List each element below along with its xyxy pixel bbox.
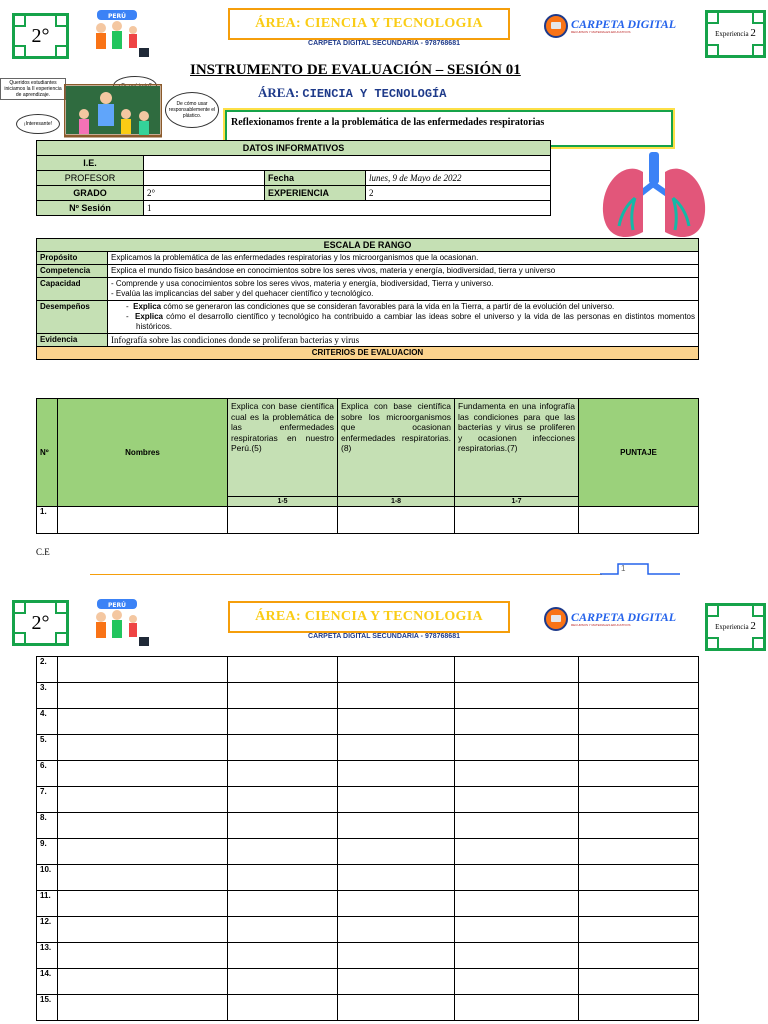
session-theme: Reflexionamos frente a la problemática de las enfermedades respiratorias	[231, 117, 545, 128]
desempenos-label: Desempeños	[37, 301, 108, 334]
score-cell-3[interactable]	[455, 683, 579, 709]
competencia-text: Explica el mundo físico basándose en conocimientos sobre los seres vivos, materia y energía, biodiversidad, tierra y universo	[108, 265, 699, 278]
table-row	[37, 891, 699, 917]
proposito-text: Explicamos la problemática de las enfermedades respiratorias y los microorganismos que la ocasionan.	[108, 252, 699, 265]
ie-value[interactable]	[144, 156, 551, 171]
logo-name: CARPETA DIGITAL	[571, 17, 677, 31]
score-cell-2[interactable]	[338, 813, 455, 839]
table-row	[37, 839, 699, 865]
total-score-cell[interactable]	[579, 995, 699, 1021]
total-score-cell[interactable]	[579, 839, 699, 865]
student-name-cell[interactable]	[58, 839, 228, 865]
footer-left-text: C.E	[36, 547, 50, 557]
total-score-cell[interactable]	[579, 683, 699, 709]
capacidad-text	[108, 278, 699, 301]
grade-label: 2°	[31, 25, 50, 47]
score-cell-1[interactable]	[228, 787, 338, 813]
logo-tagline: RECURSOS Y MATERIALES EDUCATIVOS	[571, 623, 631, 627]
student-name-cell[interactable]	[58, 735, 228, 761]
total-score-cell[interactable]	[579, 969, 699, 995]
row-number: 10.	[37, 865, 58, 891]
student-name-cell[interactable]	[58, 709, 228, 735]
score-cell-3[interactable]	[455, 657, 579, 683]
classroom-illustration	[64, 84, 162, 144]
proposito-label: Propósito	[37, 252, 108, 265]
capacidad-item-1: - Comprende y usa conocimientos sobre los seres vivos, materia y energía, biodiversidad, Tierra y universo.	[111, 279, 494, 288]
table-row	[37, 865, 699, 891]
score-cell-3[interactable]	[455, 969, 579, 995]
student-name-cell[interactable]	[58, 657, 228, 683]
desempeno-item-1: - Explica cómo se generaron las condiciones que se consideran favorables para la vida en la Tierra, a partir de la evolución del universo.	[126, 302, 615, 311]
score-cell-1[interactable]	[228, 683, 338, 709]
area-title	[258, 85, 446, 101]
svg-text:PERÚ: PERÚ	[108, 602, 126, 609]
score-cell-2[interactable]	[338, 943, 455, 969]
row-number: 7.	[37, 787, 58, 813]
answer-bubble: De cómo usar responsablemente el plástico.	[165, 92, 219, 128]
table-row	[37, 735, 699, 761]
criterion-3: Fundamenta en una infografía las condiciones para que las bacterias y virus se proliferen y ocasionen infecciones respiratorias.(7)	[455, 399, 579, 497]
informative-data-table	[36, 140, 551, 216]
teacher-note: Queridos estudiantes iniciamos la II experiencia de aprendizaje.	[0, 78, 66, 100]
row-number: 5.	[37, 735, 58, 761]
total-score-cell[interactable]	[579, 787, 699, 813]
header-subtitle-page2: CARPETA DIGITAL SECUNDARIA - 978768681	[308, 633, 460, 640]
row-number: 2.	[37, 657, 58, 683]
score-cell-1[interactable]	[228, 813, 338, 839]
logo-icon	[544, 14, 568, 38]
page-number: 1	[621, 564, 626, 573]
table-row	[37, 657, 699, 683]
family-illustration	[83, 8, 153, 58]
criterion-1-range: 1-5	[228, 497, 338, 507]
number-column-header: Nº	[37, 399, 58, 507]
table-row	[37, 969, 699, 995]
student-name-cell[interactable]	[58, 507, 228, 534]
score-cell-1[interactable]	[228, 839, 338, 865]
grado-label: GRADO	[37, 186, 144, 201]
profesor-value[interactable]	[144, 171, 265, 186]
criteria-header: CRITERIOS DE EVALUACION	[37, 347, 699, 360]
row-number: 6.	[37, 761, 58, 787]
grade-label: 2°	[31, 612, 50, 634]
carpeta-digital-logo	[544, 14, 676, 38]
student-name-cell[interactable]	[58, 683, 228, 709]
experience-label: Experiencia 2	[715, 27, 756, 39]
score-cell-3[interactable]	[455, 917, 579, 943]
row-number: 4.	[37, 709, 58, 735]
score-cell-2[interactable]	[338, 657, 455, 683]
score-cell-3[interactable]	[455, 709, 579, 735]
score-cell-2[interactable]	[338, 787, 455, 813]
row-number: 12.	[37, 917, 58, 943]
ie-label: I.E.	[37, 156, 144, 171]
desempeno-item-2: - Explica cómo el desarrollo científico y tecnológico ha contribuido a cambiar las ideas sobre el universo y la vida de las personas en distintos momentos históricos.	[126, 312, 696, 331]
score-cell-1[interactable]	[228, 735, 338, 761]
score-cell-1[interactable]	[228, 891, 338, 917]
score-cell-3[interactable]	[455, 507, 579, 534]
score-cell-1[interactable]	[228, 507, 338, 534]
area-banner-text: ÁREA: CIENCIA Y TECNOLOGIA	[255, 609, 483, 624]
page-title: INSTRUMENTO DE EVALUACIÓN – SESIÓN 01	[190, 62, 521, 78]
row-number: 1.	[37, 507, 58, 534]
criterion-2-range: 1-8	[338, 497, 455, 507]
score-cell-3[interactable]	[455, 735, 579, 761]
table-row	[37, 813, 699, 839]
student-name-cell[interactable]	[58, 969, 228, 995]
capacidad-item-2: - Evalúa las implicancias del saber y del quehacer científico y tecnológico.	[111, 289, 374, 298]
criterion-1: Explica con base científica cual es la problemática de las enfermedades respiratorias en nuestro Perú.(5)	[228, 399, 338, 497]
header-subtitle: CARPETA DIGITAL SECUNDARIA - 978768681	[308, 40, 460, 47]
score-cell-1[interactable]	[228, 995, 338, 1021]
table-row	[37, 995, 699, 1021]
student-name-cell[interactable]	[58, 995, 228, 1021]
competencia-label: Competencia	[37, 265, 108, 278]
score-cell-1[interactable]	[228, 943, 338, 969]
student-name-cell[interactable]	[58, 865, 228, 891]
grado-value[interactable]: 2°	[144, 186, 265, 201]
area-banner-page2	[228, 601, 510, 633]
table-row	[37, 709, 699, 735]
score-cell-1[interactable]	[228, 917, 338, 943]
logo-tagline: RECURSOS Y MATERIALES EDUCATIVOS	[571, 30, 631, 34]
score-cell-1[interactable]	[228, 969, 338, 995]
info-header: DATOS INFORMATIVOS	[37, 141, 551, 156]
table-row	[37, 507, 699, 534]
score-cell-2[interactable]	[338, 507, 455, 534]
row-number: 14.	[37, 969, 58, 995]
area-title-value: CIENCIA Y TECNOLOGÍA	[302, 87, 447, 101]
area-title-prefix: ÁREA:	[258, 85, 300, 100]
score-cell-2[interactable]	[338, 839, 455, 865]
score-cell-2[interactable]	[338, 917, 455, 943]
row-number: 11.	[37, 891, 58, 917]
row-number: 15.	[37, 995, 58, 1021]
score-cell-1[interactable]	[228, 657, 338, 683]
capacidad-label: Capacidad	[37, 278, 108, 301]
total-score-cell[interactable]	[579, 657, 699, 683]
student-name-cell[interactable]	[58, 917, 228, 943]
experience-label: Experiencia 2	[715, 620, 756, 632]
table-row	[37, 943, 699, 969]
grade-box	[12, 13, 69, 59]
names-column-header: Nombres	[58, 399, 228, 507]
logo-icon	[544, 607, 568, 631]
total-score-cell[interactable]	[579, 761, 699, 787]
table-row	[37, 917, 699, 943]
rank-scale-table	[36, 238, 699, 360]
area-banner-text: ÁREA: CIENCIA Y TECNOLOGIA	[255, 16, 483, 31]
carpeta-digital-logo-page2	[544, 607, 676, 631]
student-rows-table	[36, 656, 699, 1021]
score-cell-3[interactable]	[455, 865, 579, 891]
score-cell-3[interactable]	[455, 995, 579, 1021]
score-column-header: PUNTAJE	[579, 399, 699, 507]
lungs-icon	[595, 150, 713, 248]
score-cell-2[interactable]	[338, 969, 455, 995]
student-name-cell[interactable]	[58, 761, 228, 787]
score-cell-3[interactable]	[455, 943, 579, 969]
total-score-cell[interactable]	[579, 891, 699, 917]
area-banner	[228, 8, 510, 40]
score-cell-2[interactable]	[338, 735, 455, 761]
experience-box-page2	[705, 603, 766, 651]
score-cell-3[interactable]	[455, 839, 579, 865]
desempenos-text	[108, 301, 699, 334]
total-score-cell[interactable]	[579, 813, 699, 839]
score-cell-1[interactable]	[228, 865, 338, 891]
student-name-cell[interactable]	[58, 787, 228, 813]
sesion-value[interactable]: 1	[144, 201, 551, 216]
row-number: 3.	[37, 683, 58, 709]
score-cell-2[interactable]	[338, 891, 455, 917]
row-number: 13.	[37, 943, 58, 969]
grade-box-page2	[12, 600, 69, 646]
student-name-cell[interactable]	[58, 813, 228, 839]
score-cell-2[interactable]	[338, 995, 455, 1021]
evaluation-table	[36, 398, 699, 534]
criterion-2: Explica con base científica sobre los microorganismos que ocasionan enfermedades respiratorias. (8)	[338, 399, 455, 497]
criterion-3-range: 1-7	[455, 497, 579, 507]
total-score-cell[interactable]	[579, 735, 699, 761]
family-illustration	[83, 597, 153, 647]
score-cell-3[interactable]	[455, 891, 579, 917]
score-cell-3[interactable]	[455, 761, 579, 787]
row-number: 8.	[37, 813, 58, 839]
fecha-value[interactable]: lunes, 9 de Mayo de 2022	[366, 171, 551, 186]
rank-scale-header: ESCALA DE RANGO	[37, 239, 699, 252]
total-score-cell[interactable]	[579, 943, 699, 969]
logo-name: CARPETA DIGITAL	[571, 610, 677, 624]
table-row	[37, 787, 699, 813]
experiencia-value[interactable]: 2	[366, 186, 551, 201]
table-row	[37, 683, 699, 709]
row-number: 9.	[37, 839, 58, 865]
student-name-cell[interactable]	[58, 943, 228, 969]
total-score-cell[interactable]	[579, 709, 699, 735]
svg-text:PERÚ: PERÚ	[108, 13, 126, 20]
score-cell-2[interactable]	[338, 865, 455, 891]
score-cell-3[interactable]	[455, 787, 579, 813]
score-cell-3[interactable]	[455, 813, 579, 839]
footer-line	[90, 574, 602, 575]
experiencia-label: EXPERIENCIA	[265, 186, 366, 201]
total-score-cell[interactable]	[579, 865, 699, 891]
score-cell-2[interactable]	[338, 709, 455, 735]
total-score-cell[interactable]	[579, 917, 699, 943]
score-cell-1[interactable]	[228, 761, 338, 787]
total-score-cell[interactable]	[579, 507, 699, 534]
interesting-bubble: ¡Interesante!	[16, 114, 60, 134]
score-cell-2[interactable]	[338, 683, 455, 709]
page-corner-mark	[600, 562, 682, 576]
profesor-label: PROFESOR	[37, 171, 144, 186]
sesion-label: Nº Sesión	[37, 201, 144, 216]
score-cell-2[interactable]	[338, 761, 455, 787]
student-name-cell[interactable]	[58, 891, 228, 917]
experience-box	[705, 10, 766, 58]
table-row	[37, 761, 699, 787]
fecha-label: Fecha	[265, 171, 366, 186]
evidencia-text: Infografía sobre las condiciones donde se proliferan bacterias y virus	[108, 334, 699, 347]
evidencia-label: Evidencia	[37, 334, 108, 347]
score-cell-1[interactable]	[228, 709, 338, 735]
